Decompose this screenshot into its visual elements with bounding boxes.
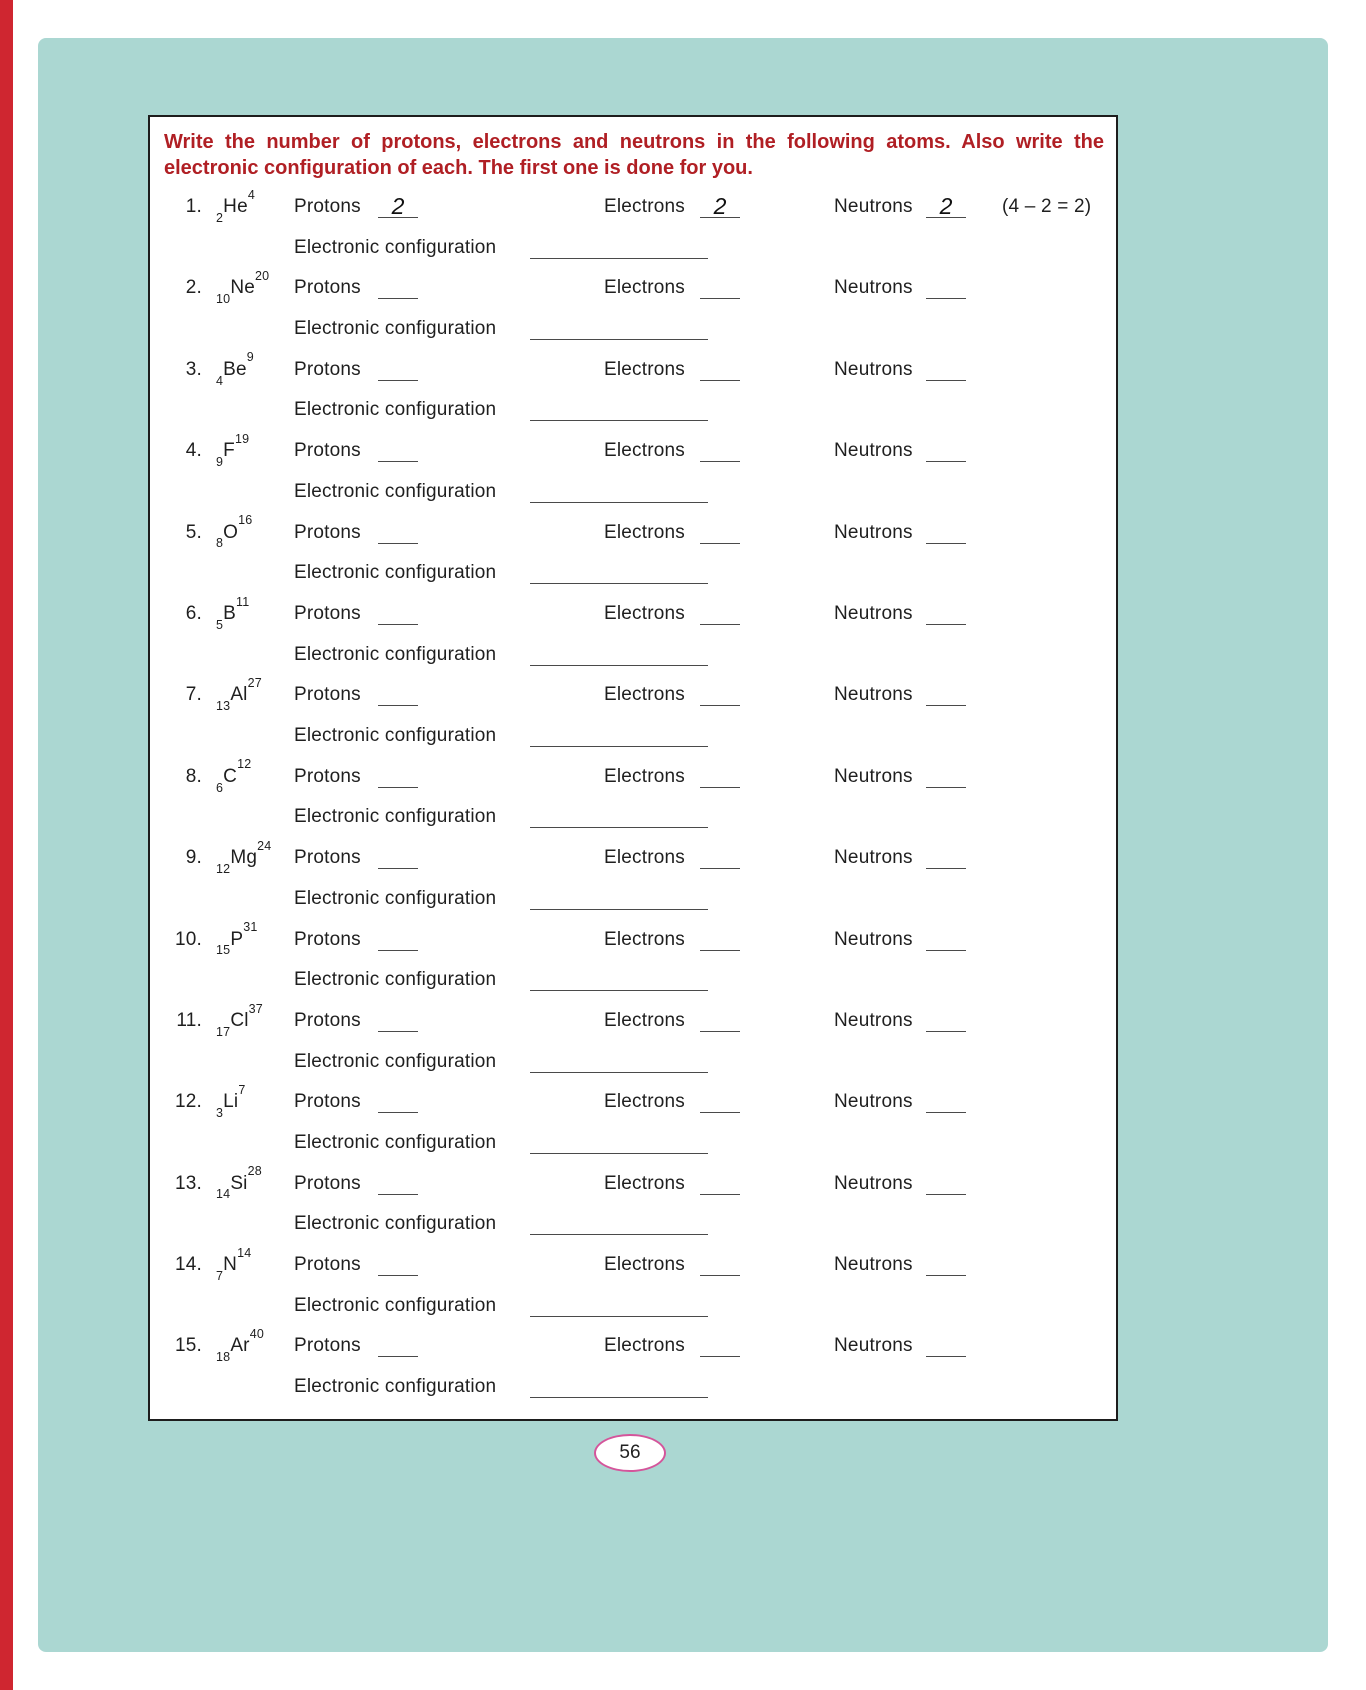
worksheet-frame	[148, 115, 1118, 1421]
item-number: 13.	[174, 1172, 202, 1194]
electrons-label: Electrons	[604, 684, 686, 706]
protons-blank	[378, 680, 418, 706]
neutrons-blank	[926, 1250, 966, 1276]
element-symbol: B	[223, 602, 237, 624]
protons-blank	[378, 192, 418, 218]
config-line	[150, 635, 1116, 676]
protons-blank	[378, 1331, 418, 1357]
item-number: 9.	[185, 847, 202, 869]
config-blank	[530, 395, 708, 421]
atomic-number: 4	[216, 373, 224, 388]
item-number: 12.	[174, 1091, 202, 1113]
neutrons-blank	[926, 762, 966, 788]
electrons-label: Electrons	[604, 1009, 686, 1031]
atomic-number: 7	[216, 1268, 224, 1283]
config-label: Electronic configuration	[294, 806, 497, 828]
neutrons-label: Neutrons	[834, 1335, 913, 1357]
element-symbol: Be	[223, 358, 247, 380]
protons-label: Protons	[294, 847, 361, 869]
element-symbol: N	[223, 1254, 238, 1276]
config-line	[150, 1204, 1116, 1245]
protons-blank	[378, 273, 418, 299]
atomic-number: 12	[216, 861, 231, 876]
config-blank	[530, 314, 708, 340]
config-blank	[530, 640, 708, 666]
item-number: 2.	[185, 277, 202, 299]
item-number: 11.	[176, 1009, 202, 1031]
neutrons-label: Neutrons	[834, 684, 913, 706]
config-blank	[530, 802, 708, 828]
item-number: 1.	[185, 196, 202, 217]
isotope-notation	[216, 268, 269, 309]
atomic-number: 10	[216, 292, 231, 307]
element-symbol: Cl	[230, 1009, 249, 1031]
mass-number: 31	[243, 920, 258, 935]
config-label: Electronic configuration	[294, 562, 497, 584]
question-line	[150, 675, 1116, 716]
neutrons-blank	[926, 192, 966, 218]
mass-number: 27	[247, 676, 262, 691]
config-blank	[530, 1209, 708, 1235]
instructions-text: Write the number of protons, electrons and neutrons in the following atoms. Also write the electronic configuration of each. The first one is done for you.	[164, 131, 1104, 179]
protons-blank	[378, 436, 418, 462]
protons-label: Protons	[294, 765, 361, 787]
element-symbol: F	[223, 440, 235, 462]
item-number: 10.	[174, 928, 202, 950]
atomic-number: 13	[216, 699, 231, 714]
config-blank	[530, 233, 708, 259]
electrons-blank	[700, 192, 740, 218]
question-line	[150, 1326, 1116, 1367]
question-row	[150, 594, 1116, 675]
neutrons-label: Neutrons	[834, 1254, 913, 1276]
electrons-label: Electrons	[604, 521, 686, 543]
neutrons-label: Neutrons	[834, 1091, 913, 1113]
config-label: Electronic configuration	[294, 399, 497, 421]
page-number: 56	[619, 1442, 641, 1463]
config-line	[150, 1123, 1116, 1164]
electrons-label: Electrons	[604, 1254, 686, 1276]
question-row	[150, 350, 1116, 431]
neutrons-blank	[926, 436, 966, 462]
item-number: 5.	[185, 521, 202, 543]
question-row	[150, 1326, 1116, 1407]
page-number-badge	[594, 1434, 666, 1472]
question-row	[150, 757, 1116, 838]
electrons-blank	[700, 518, 740, 544]
config-label: Electronic configuration	[294, 725, 497, 747]
atomic-number: 9	[216, 454, 224, 469]
mass-number: 7	[238, 1082, 246, 1097]
item-number: 15.	[174, 1335, 202, 1357]
question-row	[150, 1082, 1116, 1163]
electrons-blank	[700, 273, 740, 299]
isotope-notation	[216, 513, 252, 554]
atomic-number: 5	[216, 617, 224, 632]
left-edge-strip	[0, 0, 13, 1690]
element-symbol: He	[223, 196, 248, 217]
neutrons-label: Neutrons	[834, 440, 913, 462]
atomic-number: 2	[216, 210, 224, 225]
isotope-notation	[216, 838, 271, 879]
config-blank	[530, 965, 708, 991]
protons-blank	[378, 1006, 418, 1032]
electrons-blank	[700, 355, 740, 381]
electrons-blank	[700, 1331, 740, 1357]
config-line	[150, 716, 1116, 757]
mass-number: 14	[237, 1245, 252, 1260]
atomic-number: 8	[216, 536, 224, 551]
question-line	[150, 1245, 1116, 1286]
electrons-blank	[700, 1250, 740, 1276]
electrons-label: Electrons	[604, 847, 686, 869]
element-symbol: P	[230, 928, 244, 950]
config-line	[150, 309, 1116, 350]
protons-blank	[378, 1250, 418, 1276]
config-line	[150, 960, 1116, 1001]
electrons-blank	[700, 1087, 740, 1113]
neutrons-label: Neutrons	[834, 928, 913, 950]
question-row	[150, 920, 1116, 1001]
config-blank	[530, 1128, 708, 1154]
neutrons-label: Neutrons	[834, 847, 913, 869]
neutrons-label: Neutrons	[834, 765, 913, 787]
question-line	[150, 513, 1116, 554]
neutrons-blank	[926, 1331, 966, 1357]
mass-number: 11	[236, 594, 250, 609]
mass-number: 40	[249, 1327, 265, 1342]
question-row	[150, 1245, 1116, 1326]
protons-blank	[378, 518, 418, 544]
electrons-label: Electrons	[604, 765, 686, 787]
protons-label: Protons	[294, 1091, 361, 1113]
mass-number: 19	[234, 431, 250, 446]
isotope-notation	[216, 1082, 246, 1123]
mass-number: 12	[237, 757, 252, 772]
mass-number: 4	[247, 187, 256, 202]
mass-number: 28	[247, 1164, 262, 1179]
question-line	[150, 268, 1116, 309]
mass-number: 20	[255, 269, 270, 284]
electrons-label: Electrons	[604, 277, 686, 299]
atomic-number: 15	[216, 943, 231, 958]
protons-label: Protons	[294, 684, 361, 706]
element-symbol: Li	[223, 1091, 239, 1113]
config-line	[150, 553, 1116, 594]
electrons-blank	[700, 925, 740, 951]
question-line	[150, 594, 1116, 635]
neutrons-blank	[926, 355, 966, 381]
element-symbol: O	[223, 521, 239, 543]
isotope-notation	[216, 431, 249, 472]
config-line	[150, 390, 1116, 431]
question-row	[150, 513, 1116, 594]
question-row	[150, 838, 1116, 919]
electrons-blank	[700, 436, 740, 462]
question-line	[150, 920, 1116, 961]
atomic-number: 6	[216, 780, 224, 795]
config-label: Electronic configuration	[294, 236, 497, 258]
isotope-notation	[216, 187, 255, 228]
question-line	[150, 350, 1116, 391]
content-panel	[38, 38, 1328, 1652]
protons-blank	[378, 1087, 418, 1113]
config-label: Electronic configuration	[294, 643, 497, 665]
question-row	[150, 675, 1116, 756]
isotope-notation	[216, 594, 249, 635]
item-number: 6.	[185, 602, 202, 624]
element-symbol: C	[223, 765, 238, 787]
protons-blank	[378, 355, 418, 381]
neutrons-blank	[926, 1087, 966, 1113]
config-blank	[530, 1047, 708, 1073]
atomic-number: 14	[216, 1187, 231, 1202]
electrons-label: Electrons	[604, 196, 686, 217]
question-line	[150, 838, 1116, 879]
electrons-blank	[700, 680, 740, 706]
question-line	[150, 757, 1116, 798]
question-line	[150, 431, 1116, 472]
config-blank	[530, 884, 708, 910]
protons-label: Protons	[294, 358, 361, 380]
electrons-label: Electrons	[604, 602, 686, 624]
config-label: Electronic configuration	[294, 1294, 497, 1316]
config-line	[150, 228, 1116, 269]
neutrons-blank	[926, 1006, 966, 1032]
config-label: Electronic configuration	[294, 318, 497, 340]
config-label: Electronic configuration	[294, 480, 497, 502]
neutrons-label: Neutrons	[834, 602, 913, 624]
neutrons-label: Neutrons	[834, 196, 913, 217]
config-line	[150, 797, 1116, 838]
config-line	[150, 472, 1116, 513]
electrons-label: Electrons	[604, 1172, 686, 1194]
electrons-blank	[700, 762, 740, 788]
isotope-notation	[216, 920, 258, 961]
worked-example-note: (4 – 2 = 2)	[1002, 196, 1092, 217]
neutrons-blank	[926, 518, 966, 544]
electrons-label: Electrons	[604, 1091, 686, 1113]
electrons-blank	[700, 1006, 740, 1032]
protons-label: Protons	[294, 1335, 361, 1357]
neutrons-label: Neutrons	[834, 1009, 913, 1031]
protons-label: Protons	[294, 928, 361, 950]
neutrons-label: Neutrons	[834, 521, 913, 543]
isotope-notation	[216, 675, 262, 716]
protons-label: Protons	[294, 1009, 361, 1031]
protons-blank	[378, 599, 418, 625]
item-number: 8.	[185, 765, 202, 787]
config-blank	[530, 1291, 708, 1317]
element-symbol: Ne	[230, 277, 256, 299]
protons-label: Protons	[294, 440, 361, 462]
isotope-notation	[216, 757, 251, 798]
electrons-label: Electrons	[604, 1335, 686, 1357]
protons-label: Protons	[294, 1172, 361, 1194]
neutrons-blank	[926, 273, 966, 299]
isotope-notation	[216, 1001, 263, 1042]
electrons-answer: 2	[713, 193, 727, 219]
element-symbol: Si	[230, 1172, 248, 1194]
mass-number: 24	[257, 838, 272, 853]
neutrons-blank	[926, 599, 966, 625]
question-line	[150, 1164, 1116, 1205]
config-label: Electronic configuration	[294, 1213, 497, 1235]
neutrons-label: Neutrons	[834, 358, 913, 380]
protons-label: Protons	[294, 1254, 361, 1276]
electrons-blank	[700, 843, 740, 869]
protons-answer: 2	[391, 193, 405, 219]
mass-number: 37	[248, 1001, 263, 1016]
neutrons-answer: 2	[939, 193, 953, 219]
isotope-notation	[216, 1245, 251, 1286]
question-row	[150, 431, 1116, 512]
element-symbol: Al	[230, 684, 248, 706]
element-symbol: Mg	[230, 847, 258, 869]
protons-label: Protons	[294, 277, 361, 299]
config-line	[150, 1367, 1116, 1408]
electrons-label: Electrons	[604, 440, 686, 462]
atomic-number: 18	[216, 1350, 231, 1365]
protons-label: Protons	[294, 521, 361, 543]
question-row	[150, 187, 1116, 268]
element-symbol: Ar	[230, 1335, 250, 1357]
protons-label: Protons	[294, 602, 361, 624]
item-number: 3.	[185, 358, 202, 380]
config-blank	[530, 721, 708, 747]
config-blank	[530, 477, 708, 503]
neutrons-blank	[926, 925, 966, 951]
atomic-number: 3	[216, 1106, 224, 1121]
protons-blank	[378, 843, 418, 869]
protons-blank	[378, 1169, 418, 1195]
config-line	[150, 1286, 1116, 1327]
mass-number: 16	[238, 513, 253, 528]
config-label: Electronic configuration	[294, 969, 497, 991]
question-rows	[150, 187, 1116, 1408]
protons-blank	[378, 762, 418, 788]
config-label: Electronic configuration	[294, 887, 497, 909]
config-line	[150, 1042, 1116, 1083]
question-line	[150, 1001, 1116, 1042]
electrons-blank	[700, 1169, 740, 1195]
neutrons-blank	[926, 1169, 966, 1195]
question-row	[150, 268, 1116, 349]
protons-label: Protons	[294, 196, 361, 217]
electrons-blank	[700, 599, 740, 625]
config-label: Electronic configuration	[294, 1050, 497, 1072]
neutrons-label: Neutrons	[834, 1172, 913, 1194]
neutrons-blank	[926, 680, 966, 706]
protons-blank	[378, 925, 418, 951]
config-label: Electronic configuration	[294, 1376, 497, 1398]
config-label: Electronic configuration	[294, 1131, 497, 1153]
isotope-notation	[216, 1164, 262, 1205]
item-number: 14.	[174, 1254, 202, 1276]
question-line	[150, 1082, 1116, 1123]
config-line	[150, 879, 1116, 920]
question-row	[150, 1164, 1116, 1245]
item-number: 4.	[185, 440, 202, 462]
isotope-notation	[216, 350, 254, 391]
electrons-label: Electrons	[604, 928, 686, 950]
electrons-label: Electrons	[604, 358, 686, 380]
config-blank	[530, 1372, 708, 1398]
atomic-number: 17	[216, 1024, 231, 1039]
config-blank	[530, 558, 708, 584]
question-row	[150, 1001, 1116, 1082]
neutrons-blank	[926, 843, 966, 869]
isotope-notation	[216, 1326, 264, 1367]
item-number: 7.	[185, 684, 202, 706]
neutrons-label: Neutrons	[834, 277, 913, 299]
mass-number: 9	[246, 350, 254, 365]
question-line	[150, 187, 1116, 228]
